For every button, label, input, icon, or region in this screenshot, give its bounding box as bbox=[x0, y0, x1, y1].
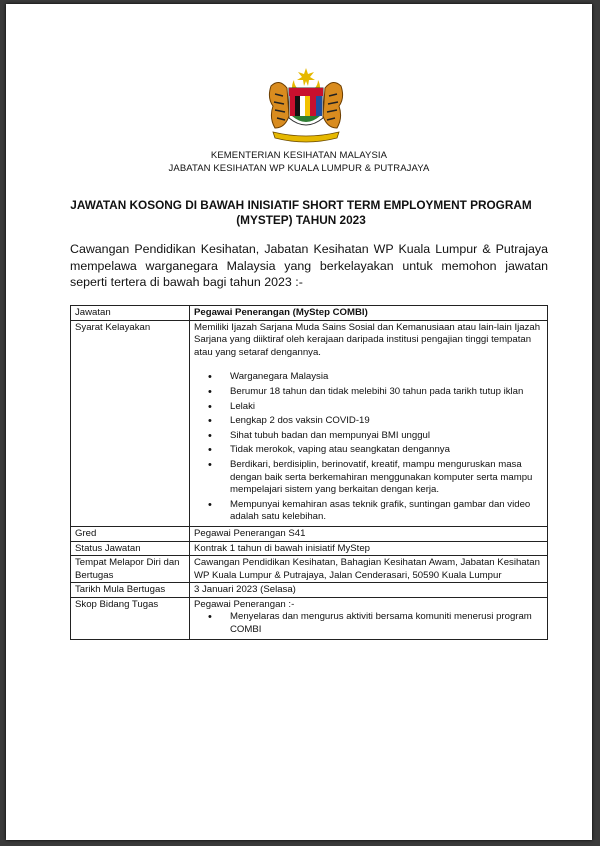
grade-value: Pegawai Penerangan S41 bbox=[190, 526, 548, 541]
duty-list bbox=[194, 611, 543, 636]
row-label-jawatan: Jawatan bbox=[71, 306, 190, 321]
row-label-skop: Skop Bidang Tugas bbox=[71, 597, 190, 639]
row-label-gred: Gred bbox=[71, 526, 190, 541]
table-row bbox=[71, 541, 548, 556]
status-value: Kontrak 1 tahun di bawah inisiatif MyStep bbox=[190, 541, 548, 556]
table-row bbox=[71, 597, 548, 639]
ministry-name: KEMENTERIAN KESIHATAN MALAYSIA bbox=[210, 150, 388, 161]
department-name: JABATAN KESIHATAN WP KUALA LUMPUR & PUTRAJAYA bbox=[168, 163, 430, 174]
table-row bbox=[71, 306, 548, 321]
qualification-text: Memiliki Ijazah Sarjana Muda Sains Sosial dan Kemanusiaan atau lain-lain Ijazah Sarjana yang diiktiraf oleh kerajaan daripada institusi pengajian tinggi tempatan atau yang setaraf dengannya. bbox=[194, 321, 541, 358]
requirement-item: • Tidak merokok, vaping atau seangkatan dengannya bbox=[230, 444, 543, 457]
scope-heading: Pegawai Penerangan :- bbox=[194, 598, 295, 610]
position-title: Pegawai Penerangan (MyStep COMBI) bbox=[190, 306, 548, 321]
table-row bbox=[71, 526, 548, 541]
job-details-table bbox=[70, 305, 548, 640]
row-label-tempat: Tempat Melapor Diri dan Bertugas bbox=[71, 556, 190, 583]
document-page bbox=[6, 4, 592, 840]
requirement-item: • Sihat tubuh badan dan mempunyai BMI unggul bbox=[230, 430, 543, 443]
requirement-item: • Warganegara Malaysia bbox=[230, 371, 543, 384]
table-row bbox=[71, 320, 548, 526]
document-title: JAWATAN KOSONG DI BAWAH INISIATIF SHORT TERM EMPLOYMENT PROGRAM (MYSTEP) TAHUN 2023 bbox=[70, 198, 532, 227]
requirement-item: • Lelaki bbox=[230, 401, 543, 414]
requirement-item: • Berdikari, berdisiplin, berinovatif, kreatif, mampu menguruskan masa dengan baik serta berkemahiran menggunakan komputer serta mampu mempelajari sistem yang berkaitan dengan kerja. bbox=[230, 459, 543, 497]
requirement-list bbox=[194, 371, 543, 524]
row-label-syarat: Syarat Kelayakan bbox=[71, 320, 190, 526]
requirement-item: • Berumur 18 tahun dan tidak melebihi 30 tahun pada tarikh tutup iklan bbox=[230, 386, 543, 399]
intro-paragraph: Cawangan Pendidikan Kesihatan, Jabatan Kesihatan WP Kuala Lumpur & Putrajaya mempelawa warganegara Malaysia yang berkelayakan untuk memohon jawatan seperti tertera di bawah bagi tahun 2023 :- bbox=[70, 242, 548, 289]
duty-item: • Menyelaras dan mengurus aktiviti bersama komuniti menerusi program COMBI bbox=[230, 611, 543, 636]
qualification-cell bbox=[190, 320, 548, 526]
requirement-item: • Lengkap 2 dos vaksin COVID-19 bbox=[230, 415, 543, 428]
table-row bbox=[71, 556, 548, 583]
malaysia-coat-of-arms-icon bbox=[261, 66, 351, 146]
scope-cell bbox=[190, 597, 548, 639]
start-date-value: 3 Januari 2023 (Selasa) bbox=[190, 583, 548, 598]
table-row bbox=[71, 583, 548, 598]
row-label-status: Status Jawatan bbox=[71, 541, 190, 556]
location-value: Cawangan Pendidikan Kesihatan, Bahagian Kesihatan Awam, Jabatan Kesihatan WP Kuala Lumpur & Putrajaya, Jalan Cenderasari, 50590 Kuala Lumpur bbox=[190, 556, 548, 583]
requirement-item: • Mempunyai kemahiran asas teknik grafik, suntingan gambar dan video adalah satu kelebihan. bbox=[230, 499, 543, 524]
row-label-tarikh: Tarikh Mula Bertugas bbox=[71, 583, 190, 598]
